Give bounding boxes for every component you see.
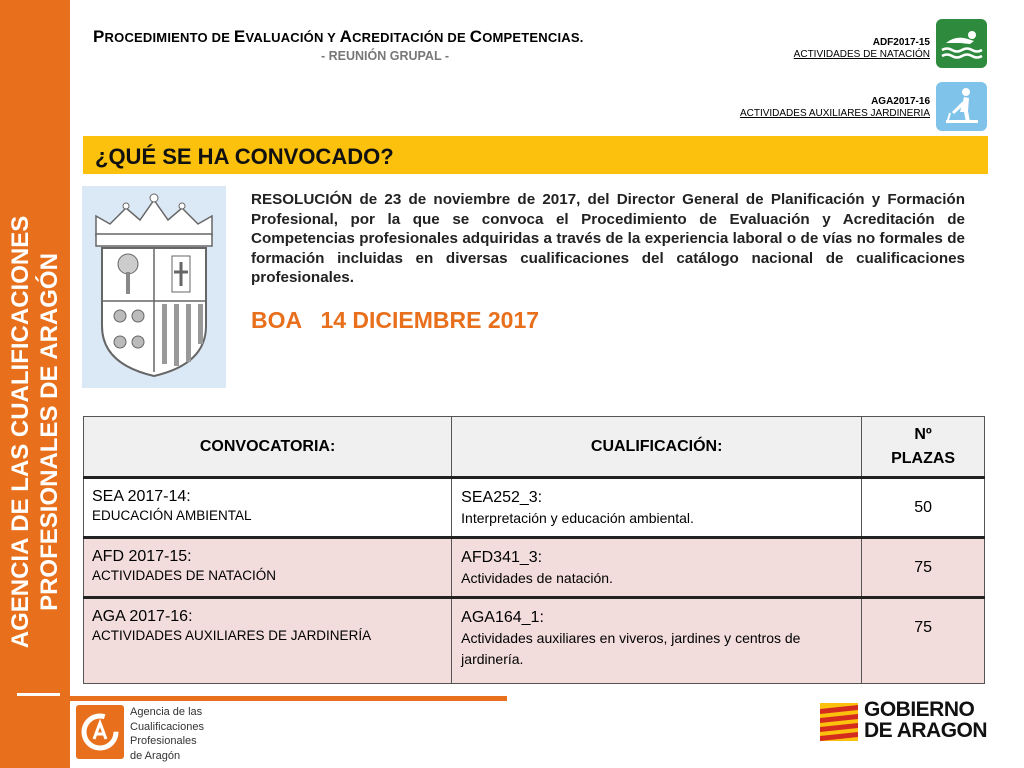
code-block-gardening bbox=[740, 96, 930, 120]
section-title: ¿QUÉ SE HA CONVOCADO? bbox=[95, 144, 394, 169]
qual-name: Actividades auxiliares en viveros, jardines y centros de jardinería. bbox=[461, 630, 801, 667]
gobierno-aragon-logo bbox=[864, 699, 987, 741]
title-cap-4: C bbox=[469, 27, 483, 46]
cell-plazas bbox=[862, 478, 985, 538]
agency-title-line-2: PROFESIONALES DE ARAGÓN bbox=[36, 253, 63, 611]
table-row bbox=[84, 538, 985, 598]
conv-name: EDUCACIÓN AMBIENTAL bbox=[92, 508, 252, 523]
cell-plazas bbox=[862, 598, 985, 684]
col-header-plazas bbox=[862, 417, 985, 478]
qual-name: Interpretación y educación ambiental. bbox=[461, 510, 694, 526]
qual-code: SEA252_3: bbox=[461, 489, 543, 506]
conv-code: AGA 2017-16: bbox=[92, 608, 193, 625]
code-block-swimming bbox=[794, 37, 930, 61]
resolution-text bbox=[251, 190, 965, 288]
conv-name: ACTIVIDADES DE NATACIÓN bbox=[92, 568, 277, 583]
gobierno-line-1: GOBIERNO bbox=[864, 698, 975, 721]
conv-code: SEA 2017-14: bbox=[92, 488, 191, 505]
procedure-title bbox=[93, 27, 584, 47]
aragon-flag-icon bbox=[820, 703, 858, 741]
table-row bbox=[84, 478, 985, 538]
agency-line-4: de Aragón bbox=[130, 749, 181, 762]
conv-code: AFD 2017-15: bbox=[92, 548, 192, 565]
cell-plazas bbox=[862, 538, 985, 598]
agency-vertical-title bbox=[6, 197, 64, 667]
col-header-plazas-label: Nº PLAZAS bbox=[891, 425, 956, 467]
swimmer-icon bbox=[936, 19, 987, 68]
table-header-row bbox=[84, 417, 985, 478]
agency-logo-icon bbox=[76, 705, 124, 759]
agency-line-3: Profesionales bbox=[130, 735, 197, 747]
cell-cualificacion bbox=[452, 478, 862, 538]
agency-logo-text bbox=[130, 705, 204, 763]
aragon-coat-of-arms bbox=[82, 186, 226, 388]
title-cap-2: E bbox=[233, 27, 246, 46]
code-swimming: ADF2017-15 bbox=[872, 37, 930, 48]
gobierno-line-2: DE ARAGON bbox=[864, 719, 988, 742]
meeting-subtitle: - REUNIÓN GRUPAL - bbox=[320, 49, 449, 63]
title-cap-3: A bbox=[339, 27, 353, 46]
col-header-cualificacion: CUALIFICACIÓN: bbox=[452, 417, 862, 478]
title-part-2: VALUACIÓN Y bbox=[245, 30, 340, 45]
title-part-3: CREDITACIÓN DE bbox=[352, 30, 470, 45]
code-gardening: AGA2017-16 bbox=[871, 96, 930, 107]
qual-name: Actividades de natación. bbox=[461, 570, 613, 586]
title-part-4: OMPETENCIAS. bbox=[482, 30, 584, 45]
plazas-value: 75 bbox=[914, 559, 932, 576]
table-row bbox=[84, 598, 985, 684]
qual-code: AFD341_3: bbox=[461, 549, 543, 566]
cell-convocatoria bbox=[84, 478, 452, 538]
boa-date bbox=[251, 307, 539, 334]
col-header-convocatoria: CONVOCATORIA: bbox=[84, 417, 452, 478]
cell-convocatoria bbox=[84, 598, 452, 684]
code-gardening-desc[interactable]: ACTIVIDADES AUXILIARES JARDINERIA bbox=[739, 108, 930, 119]
resolution-lead: RESOLUCIÓN bbox=[251, 191, 353, 208]
title-cap-1: P bbox=[93, 27, 105, 46]
plazas-value: 50 bbox=[914, 499, 932, 516]
qual-code: AGA164_1: bbox=[461, 609, 544, 626]
title-part-1: ROCEDIMIENTO DE bbox=[104, 30, 234, 45]
conv-name: ACTIVIDADES AUXILIARES DE JARDINERÍA bbox=[92, 628, 372, 643]
plazas-value: 75 bbox=[914, 619, 932, 636]
cell-convocatoria bbox=[84, 538, 452, 598]
agency-line-2: Cualificaciones bbox=[130, 720, 204, 733]
agency-title-line-1: AGENCIA DE LAS CUALIFICACIONES bbox=[7, 215, 34, 649]
boa-date-value: 14 DICIEMBRE 2017 bbox=[320, 307, 540, 333]
qualifications-table bbox=[83, 416, 985, 684]
resolution-body: de 23 de noviembre de 2017, del Director General de Planificación y Formación Profesional, por la que se convoca el Procedimiento de Evaluación y Acreditación de Competencias profesionales adquiridas a través de la experiencia laboral o de vías no formales de formación incluidas en diversas cualificaciones del catálogo nacional de cualificaciones profesionales. bbox=[251, 191, 965, 286]
boa-label: BOA bbox=[251, 307, 302, 333]
bottom-rule bbox=[0, 696, 507, 701]
agency-line-1: Agencia de las bbox=[130, 706, 203, 718]
cell-cualificacion bbox=[452, 598, 862, 684]
cell-cualificacion bbox=[452, 538, 862, 598]
gardener-icon bbox=[936, 82, 987, 131]
code-swimming-desc[interactable]: ACTIVIDADES DE NATACIÓN bbox=[793, 49, 930, 60]
